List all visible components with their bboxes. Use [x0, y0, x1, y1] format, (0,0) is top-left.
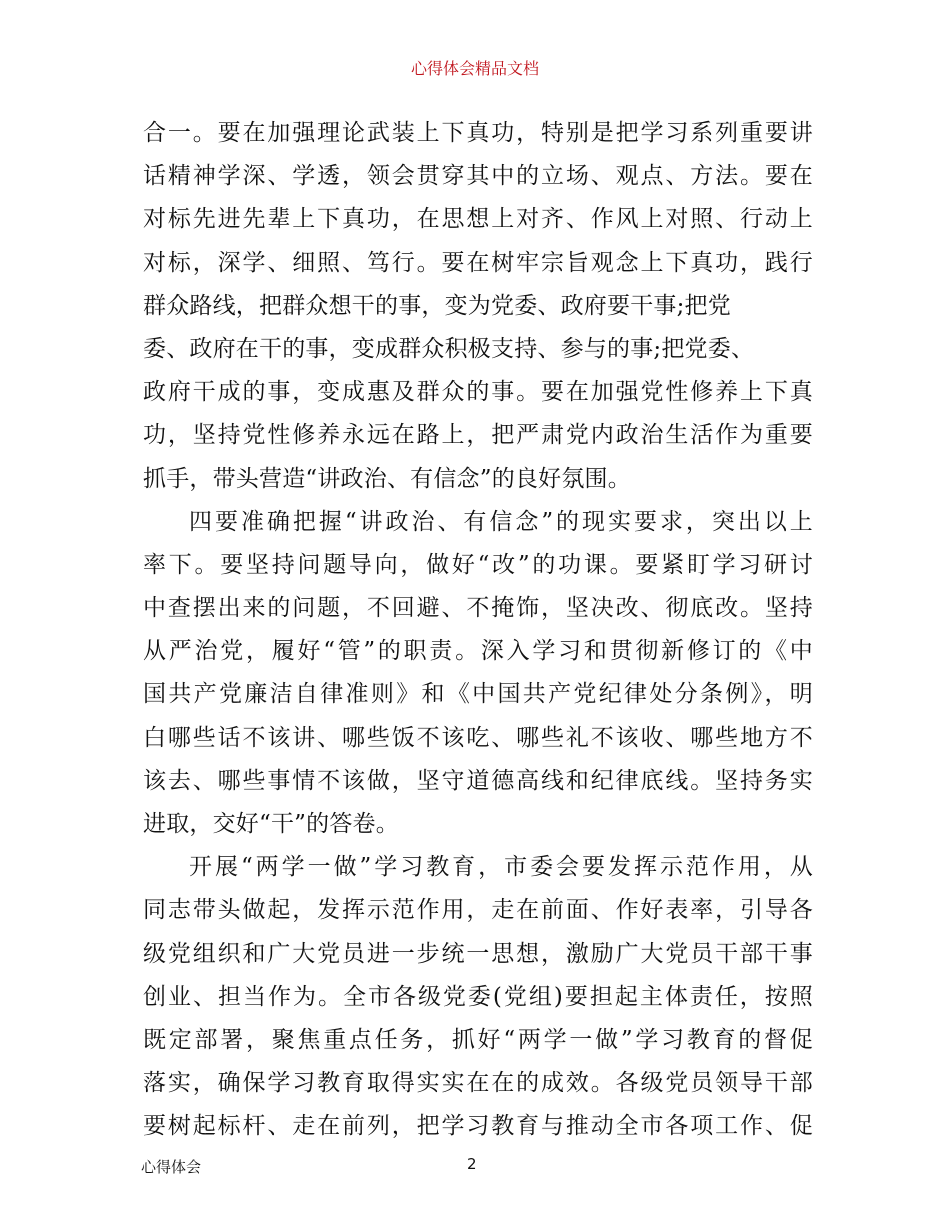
text-line: 同志带头做起，发挥示范作用，走在前面、作好表率，引导各: [143, 897, 813, 924]
text-line: 抓手，带头营造“讲政治、有信念”的良好氛围。: [143, 465, 631, 492]
document-body: [143, 112, 813, 1149]
text-line: 从严治党，履好“管”的职责。深入学习和贯彻新修订的《中: [143, 638, 813, 665]
text-line: 对标，深学、细照、笃行。要在树牢宗旨观念上下真功，践行: [143, 249, 813, 276]
text-line: 四要准确把握“讲政治、有信念”的现实要求，突出以上: [189, 508, 813, 535]
text-line: 话精神学深、学透，领会贯穿其中的立场、观点、方法。要在: [143, 163, 813, 190]
text-line: 开展“两学一做”学习教育，市委会要发挥示范作用，从: [189, 854, 813, 881]
text-line: 对标先进先辈上下真功，在思想上对齐、作风上对照、行动上: [143, 206, 813, 233]
text-line: 白哪些话不该讲、哪些饭不该吃、哪些礼不该收、哪些地方不: [143, 724, 813, 751]
paragraph-2: [143, 501, 813, 847]
text-line: 率下。要坚持问题导向，做好“改”的功课。要紧盯学习研讨: [143, 551, 813, 578]
text-line: 政府干成的事，变成惠及群众的事。要在加强党性修养上下真: [143, 379, 813, 406]
text-line: 合一。要在加强理论武装上下真功，特别是把学习系列重要讲: [143, 120, 813, 146]
text-line: 要树起标杆、走在前列，把学习教育与推动全市各项工作、促: [143, 1113, 813, 1140]
page-number: 2: [467, 1155, 477, 1173]
text-line: 创业、担当作为。全市各级党委(党组)要担起主体责任，按照: [143, 983, 813, 1010]
text-line: 中查摆出来的问题，不回避、不掩饰，坚决改、彻底改。坚持: [143, 595, 813, 622]
paragraph-3: [143, 846, 813, 1148]
text-line: 进取，交好“干”的答卷。: [143, 811, 399, 837]
text-line: 既定部署，聚焦重点任务，抓好“两学一做”学习教育的督促: [143, 1026, 813, 1053]
text-line: 委、政府在干的事，变成群众积极支持、参与的事;把党委、: [143, 335, 755, 362]
text-line: 级党组织和广大党员进一步统一思想，激励广大党员干部干事: [143, 940, 813, 967]
footer-label: 心得体会: [141, 1158, 202, 1176]
text-line: 该去、哪些事情不该做，坚守道德高线和纪律底线。坚持务实: [143, 767, 813, 794]
paragraph-1: [143, 112, 813, 501]
document-header-title: 心得体会精品文档: [410, 59, 539, 78]
text-line: 国共产党廉洁自律准则》和《中国共产党纪律处分条例》，明: [143, 681, 813, 708]
text-line: 群众路线，把群众想干的事，变为党委、政府要干事;把党: [143, 292, 731, 319]
text-line: 落实，确保学习教育取得实实在在的成效。各级党员领导干部: [143, 1070, 813, 1097]
text-line: 功，坚持党性修养永远在路上，把严肃党内政治生活作为重要: [143, 422, 813, 449]
